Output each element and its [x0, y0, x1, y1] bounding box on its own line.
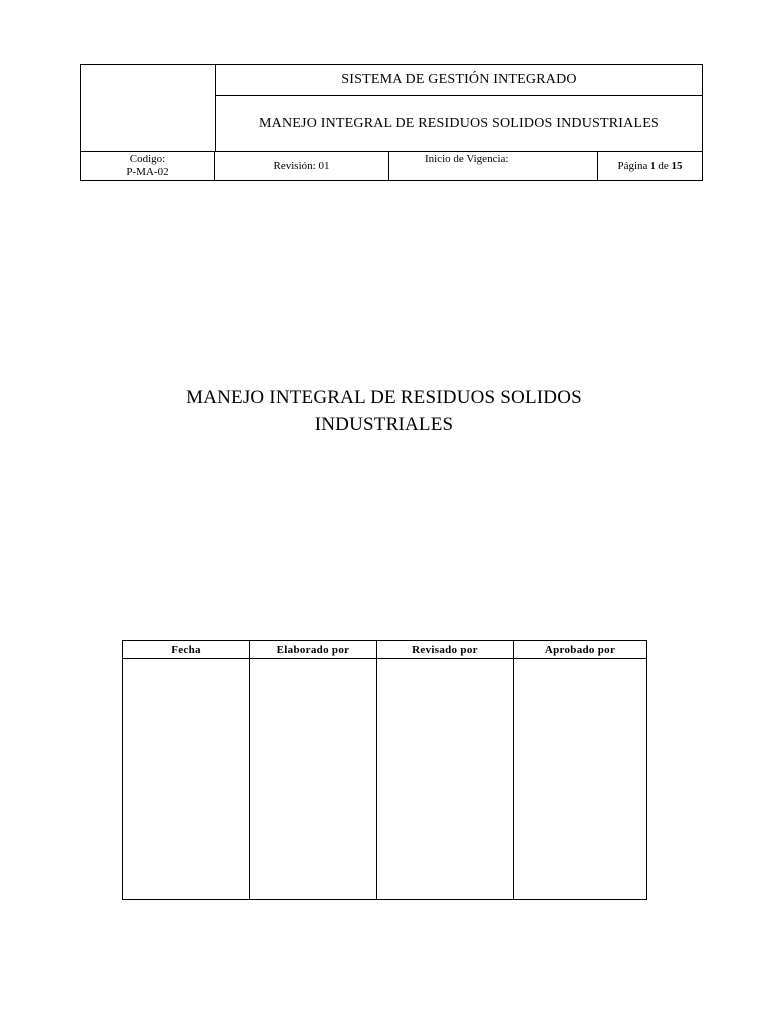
page-total: 15	[671, 160, 683, 172]
page-title-line-2: INDUSTRIALES	[314, 414, 454, 435]
document-header-table	[80, 64, 703, 152]
code-value: P-MA-02	[126, 166, 169, 178]
column-header-fecha: Fecha	[123, 641, 250, 659]
page-number-cell	[598, 152, 703, 181]
page-title-line-1: MANEJO INTEGRAL DE RESIDUOS SOLIDOS	[186, 387, 582, 408]
approvals-table	[122, 640, 647, 900]
revision-cell: Revisión: 01	[215, 152, 389, 181]
page-label: Página	[617, 160, 648, 172]
system-title: SISTEMA DE GESTIÓN INTEGRADO	[216, 65, 703, 96]
column-header-aprobado: Aprobado por	[514, 641, 647, 659]
page-title	[0, 384, 768, 438]
column-header-elaborado: Elaborado por	[250, 641, 377, 659]
elaborado-cell	[250, 659, 377, 900]
code-cell	[81, 152, 215, 181]
code-label: Codigo:	[129, 153, 166, 165]
fecha-cell	[123, 659, 250, 900]
revisado-cell	[377, 659, 514, 900]
column-header-revisado: Revisado por	[377, 641, 514, 659]
approvals-body-row	[123, 659, 647, 900]
start-date-cell: Inicio de Vigencia:	[389, 152, 598, 181]
document-meta-table	[80, 151, 703, 181]
page-of: de	[658, 160, 669, 172]
approvals-header-row	[123, 641, 647, 659]
page-number: 1	[650, 160, 656, 172]
document-title-header: MANEJO INTEGRAL DE RESIDUOS SOLIDOS INDUSTRIALES	[216, 96, 703, 152]
aprobado-cell	[514, 659, 647, 900]
logo-placeholder-cell	[81, 65, 216, 152]
